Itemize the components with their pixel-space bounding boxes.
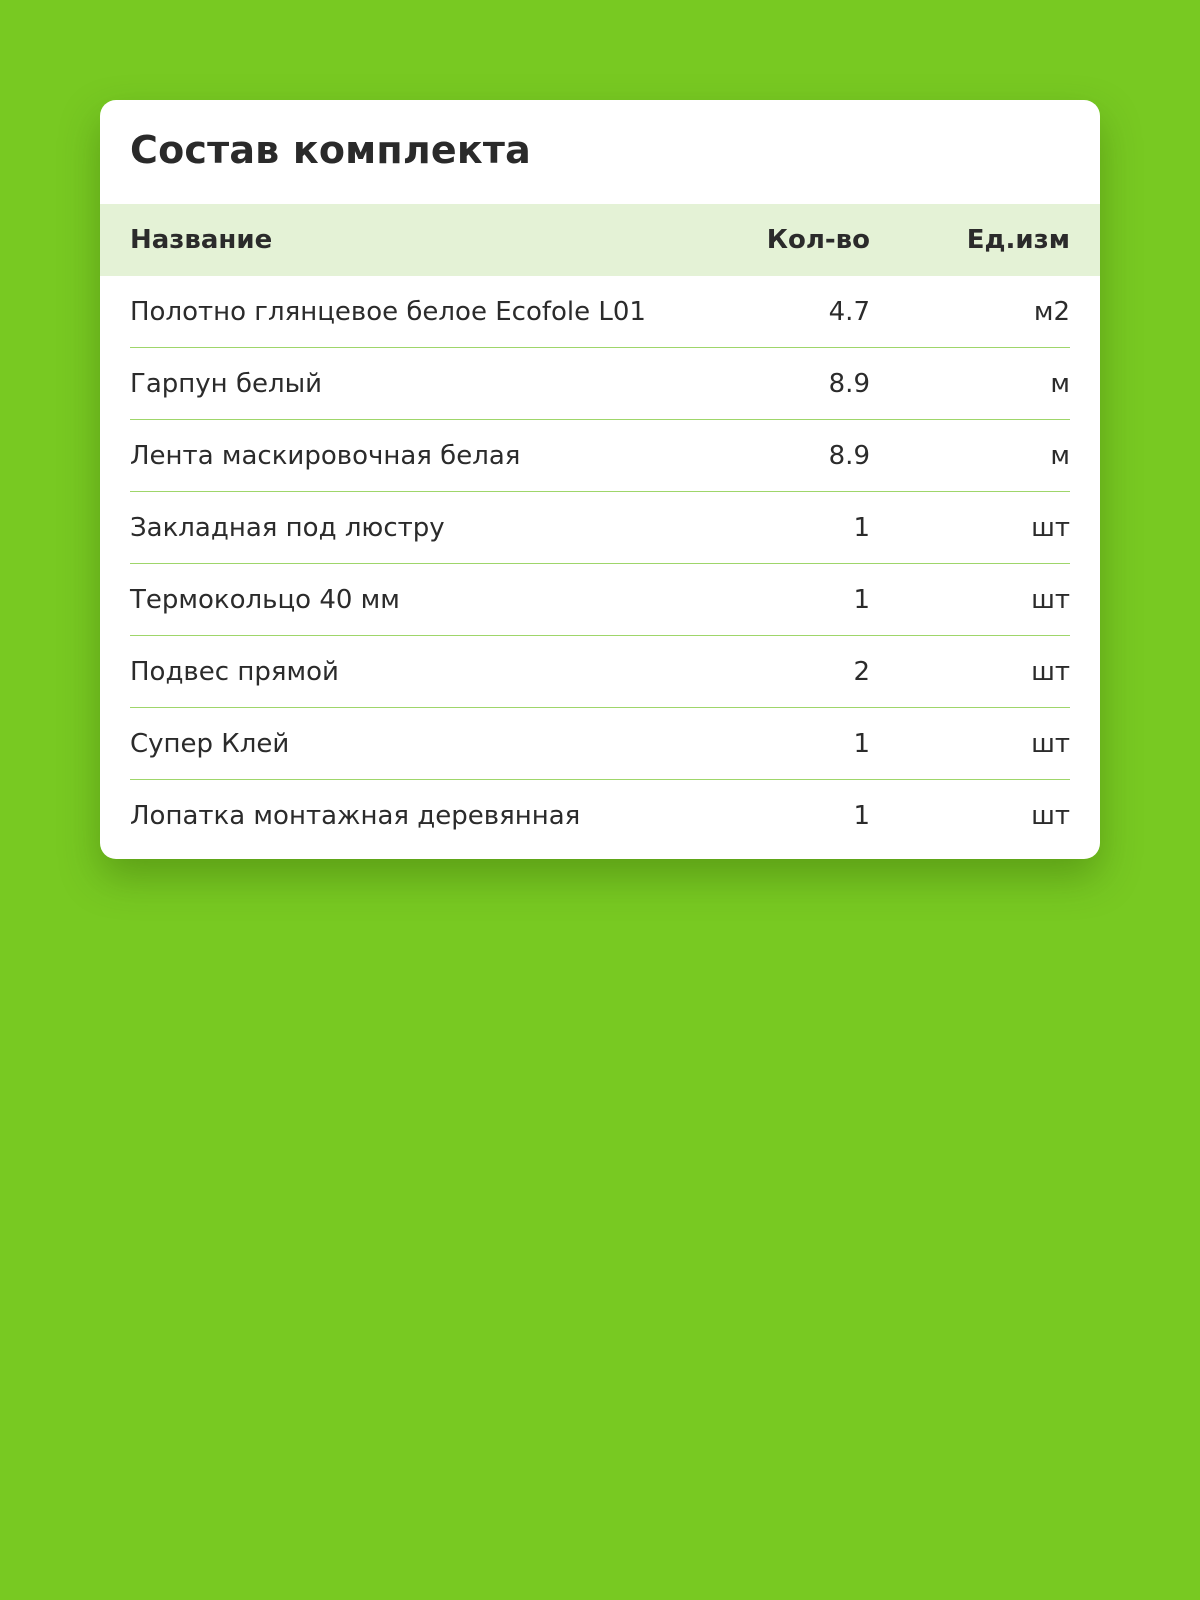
- cell-qty: 4.7: [828, 296, 870, 327]
- card-title: Состав комплекта: [130, 128, 531, 172]
- column-header-qty: Кол-во: [766, 225, 870, 255]
- kit-contents-table: [100, 204, 1100, 852]
- column-header-name: Название: [130, 225, 273, 255]
- cell-name: Лопатка монтажная деревянная: [130, 801, 581, 831]
- cell-unit: шт: [1031, 801, 1070, 831]
- cell-qty: 1: [853, 728, 870, 759]
- cell-name: Полотно глянцевое белое Ecofole L01: [130, 296, 646, 327]
- table-row: [130, 564, 1070, 636]
- cell-name: Гарпун белый: [130, 368, 323, 399]
- table-header-row: [100, 204, 1100, 276]
- table-body: [100, 276, 1100, 852]
- cell-name: Лента маскировочная белая: [130, 440, 521, 471]
- cell-qty: 1: [853, 584, 870, 615]
- cell-name: Подвес прямой: [130, 656, 339, 687]
- cell-qty: 2: [853, 656, 870, 687]
- cell-qty: 1: [853, 801, 870, 831]
- table-row: [130, 348, 1070, 420]
- table-row: [130, 492, 1070, 564]
- cell-unit: м: [1050, 440, 1070, 471]
- cell-qty: 1: [853, 512, 870, 543]
- cell-name: Термокольцо 40 мм: [130, 584, 400, 615]
- cell-unit: м: [1050, 368, 1070, 399]
- kit-contents-card: [100, 100, 1100, 859]
- cell-unit: шт: [1031, 512, 1070, 543]
- table-row: [130, 420, 1070, 492]
- table-row: [130, 276, 1070, 348]
- cell-unit: м2: [1033, 296, 1070, 327]
- cell-qty: 8.9: [828, 368, 870, 399]
- cell-name: Закладная под люстру: [130, 512, 445, 543]
- cell-unit: шт: [1031, 728, 1070, 759]
- cell-unit: шт: [1031, 656, 1070, 687]
- table-row: [130, 780, 1070, 852]
- cell-name: Супер Клей: [130, 728, 290, 759]
- column-header-unit: Ед.изм: [966, 225, 1070, 255]
- cell-unit: шт: [1031, 584, 1070, 615]
- table-row: [130, 708, 1070, 780]
- table-row: [130, 636, 1070, 708]
- cell-qty: 8.9: [828, 440, 870, 471]
